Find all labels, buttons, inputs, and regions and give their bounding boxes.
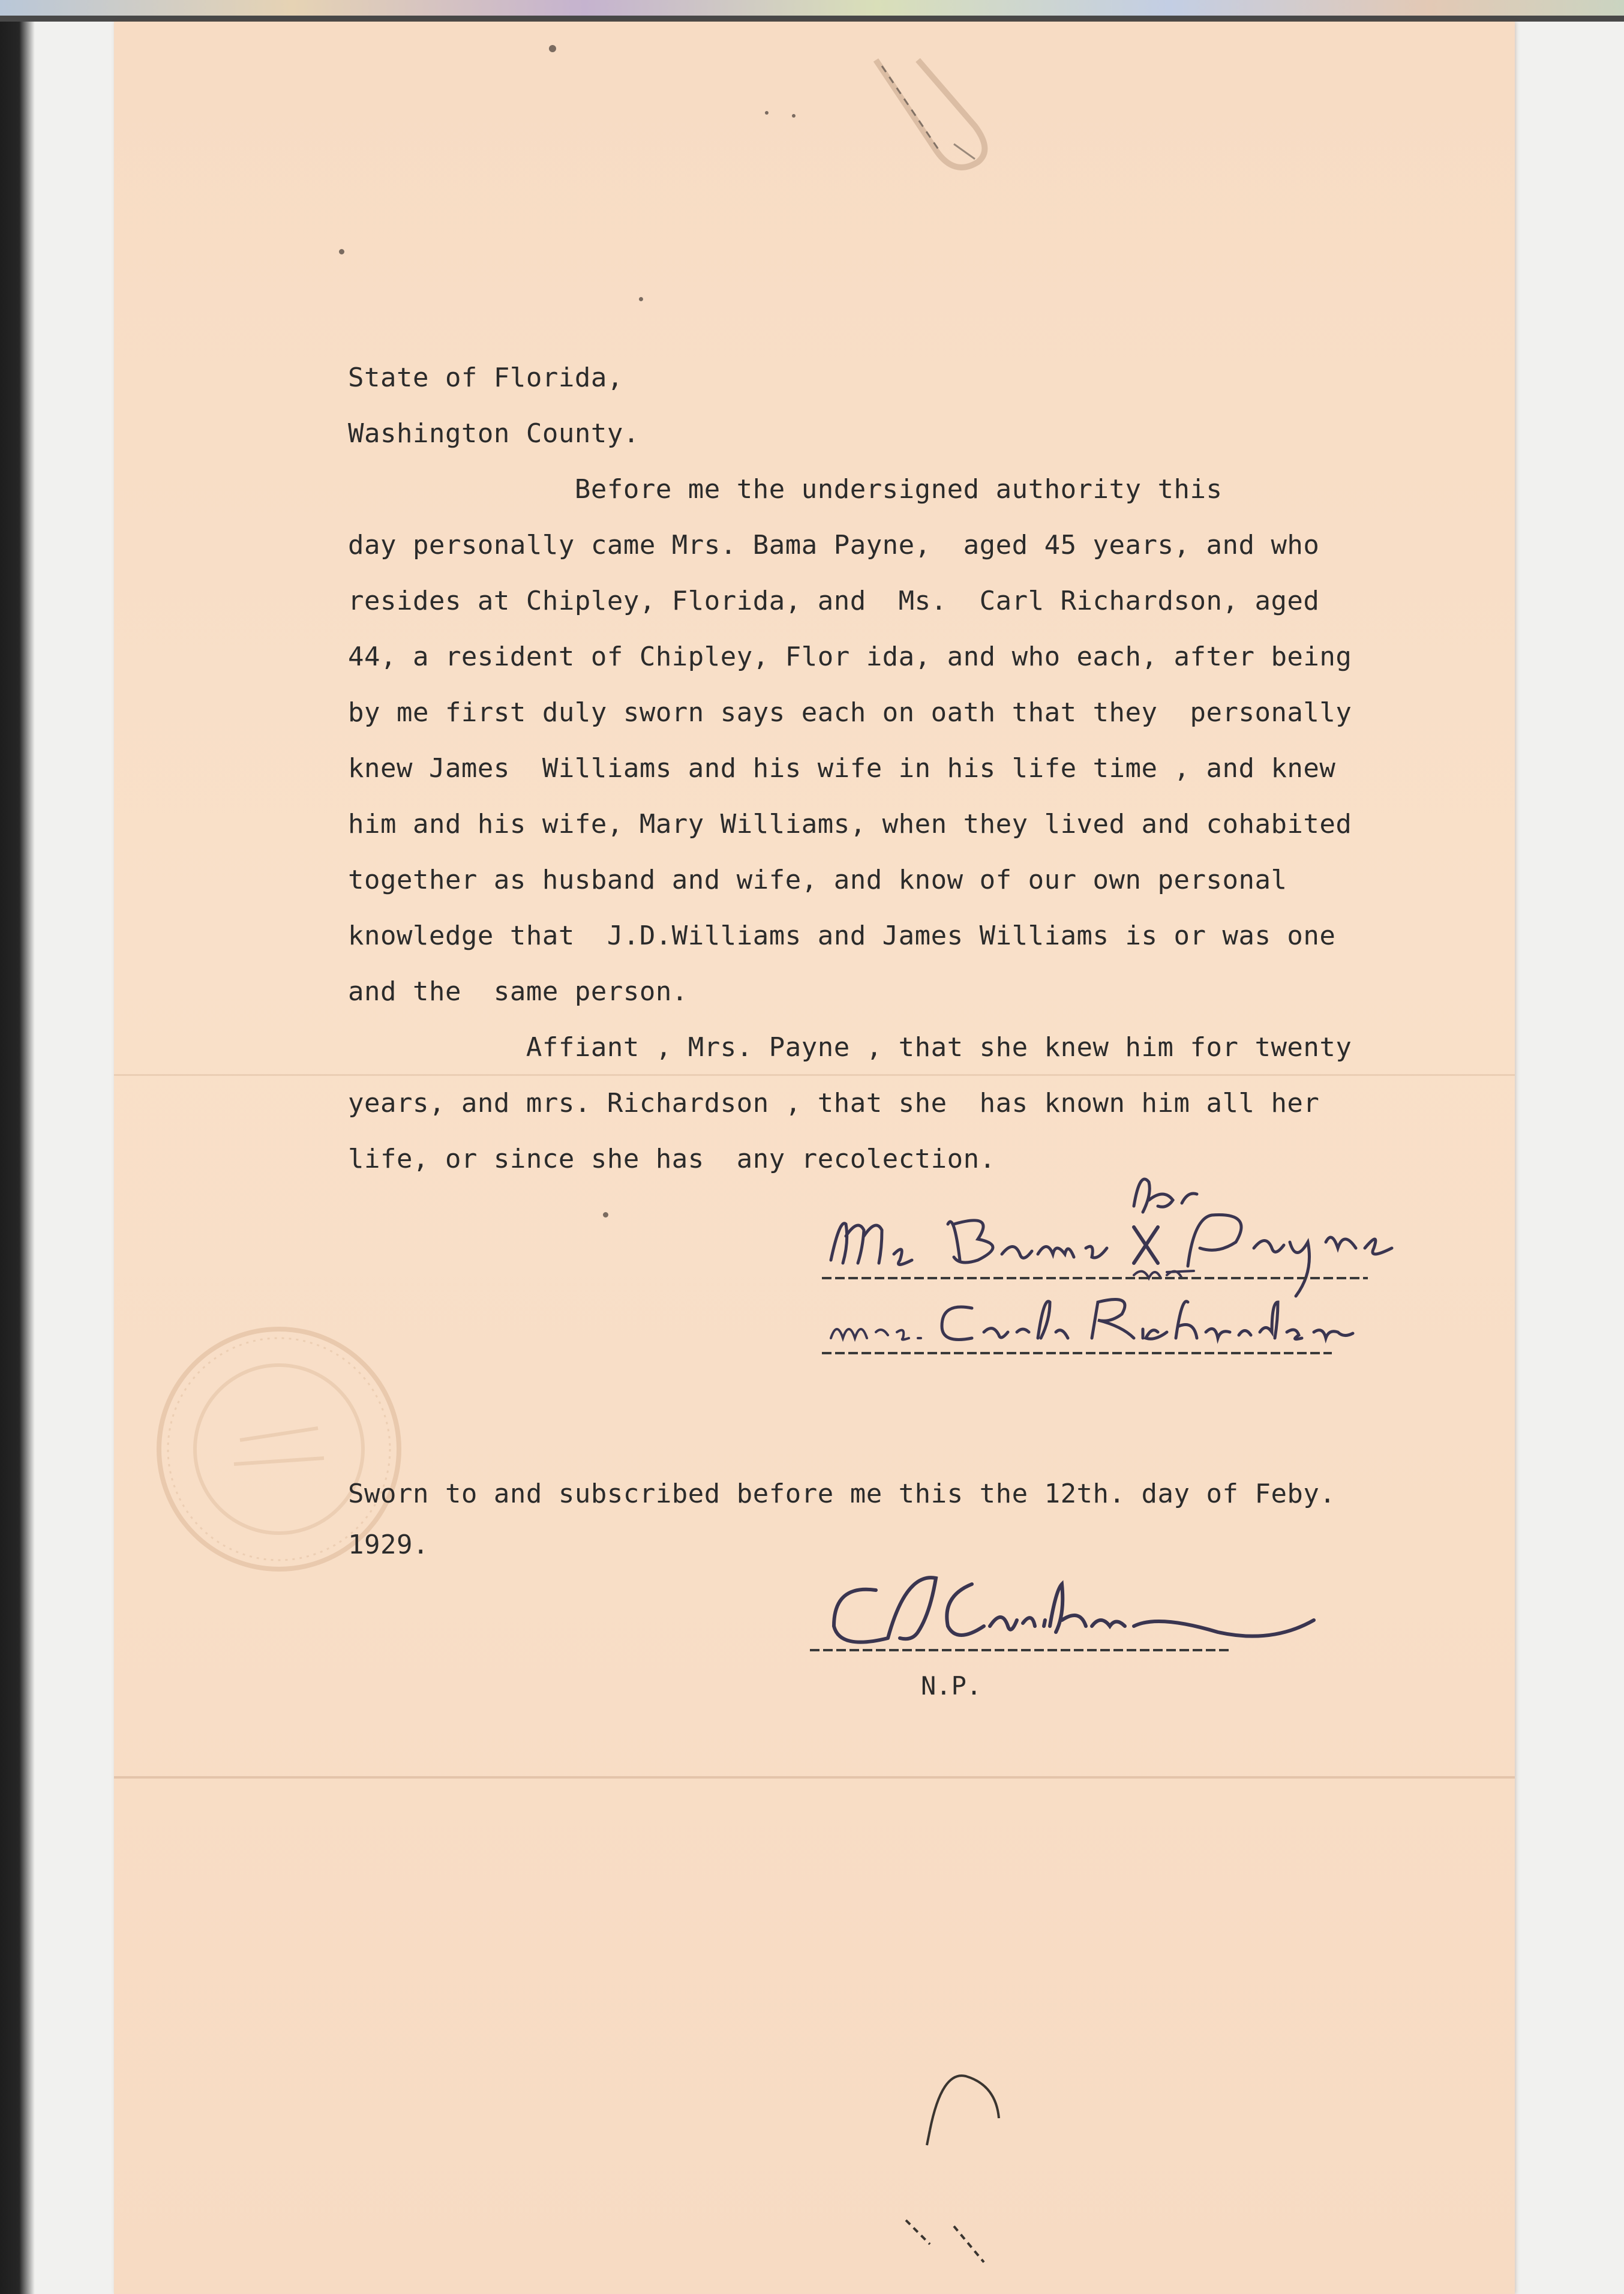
paper-fold-line	[114, 1074, 1515, 1076]
paperclip-impression-icon	[864, 54, 996, 210]
body-line: knowledge that J.D.Williams and James Williams is or was one	[348, 920, 1336, 951]
heading-state: State of Florida,	[348, 362, 623, 393]
paper-speck	[639, 297, 643, 301]
body-line: life, or since she has any recolection.	[348, 1144, 996, 1174]
paperclip-impression-icon	[894, 2064, 1038, 2286]
jurat-line: Sworn to and subscribed before me this the 12th. day of Feby.	[348, 1479, 1336, 1509]
body-line: resides at Chipley, Florida, and Ms. Carl Richardson, aged	[348, 586, 1320, 616]
body-line: knew James Williams and his wife in his life time , and knew	[348, 753, 1336, 784]
paper-speck	[765, 111, 769, 115]
paper-fold-line	[114, 1776, 1515, 1779]
paper-speck	[603, 1212, 608, 1218]
notary-public-label: N.P.	[921, 1671, 982, 1701]
body-line: 44, a resident of Chipley, Flor ida, and who each, after being	[348, 641, 1352, 672]
scan-edge-shadow	[0, 16, 1624, 22]
affiant-signatures	[798, 1158, 1470, 1386]
body-line: and the same person.	[348, 976, 688, 1007]
body-line: him and his wife, Mary Williams, when they lived and cohabited	[348, 809, 1352, 839]
paper-speck	[549, 45, 556, 52]
scan-color-strip	[0, 0, 1624, 16]
body-line: day personally came Mrs. Bama Payne, aged 45 years, and who	[348, 530, 1320, 560]
body-line: together as husband and wife, and know of our own personal	[348, 865, 1287, 895]
heading-county: Washington County.	[348, 418, 640, 449]
paper-speck	[339, 249, 344, 254]
jurat-year: 1929.	[348, 1530, 429, 1560]
body-line: by me first duly sworn says each on oath that they personally	[348, 697, 1352, 728]
body-line: years, and mrs. Richardson , that she has known him all her	[348, 1088, 1320, 1118]
body-line: Affiant , Mrs. Payne , that she knew him for twenty	[348, 1032, 1352, 1063]
scanner-left-edge	[0, 22, 35, 2294]
paper-speck	[792, 114, 796, 118]
body-line: Before me the undersigned authority this	[348, 474, 1223, 505]
notary-signature	[798, 1536, 1398, 1668]
